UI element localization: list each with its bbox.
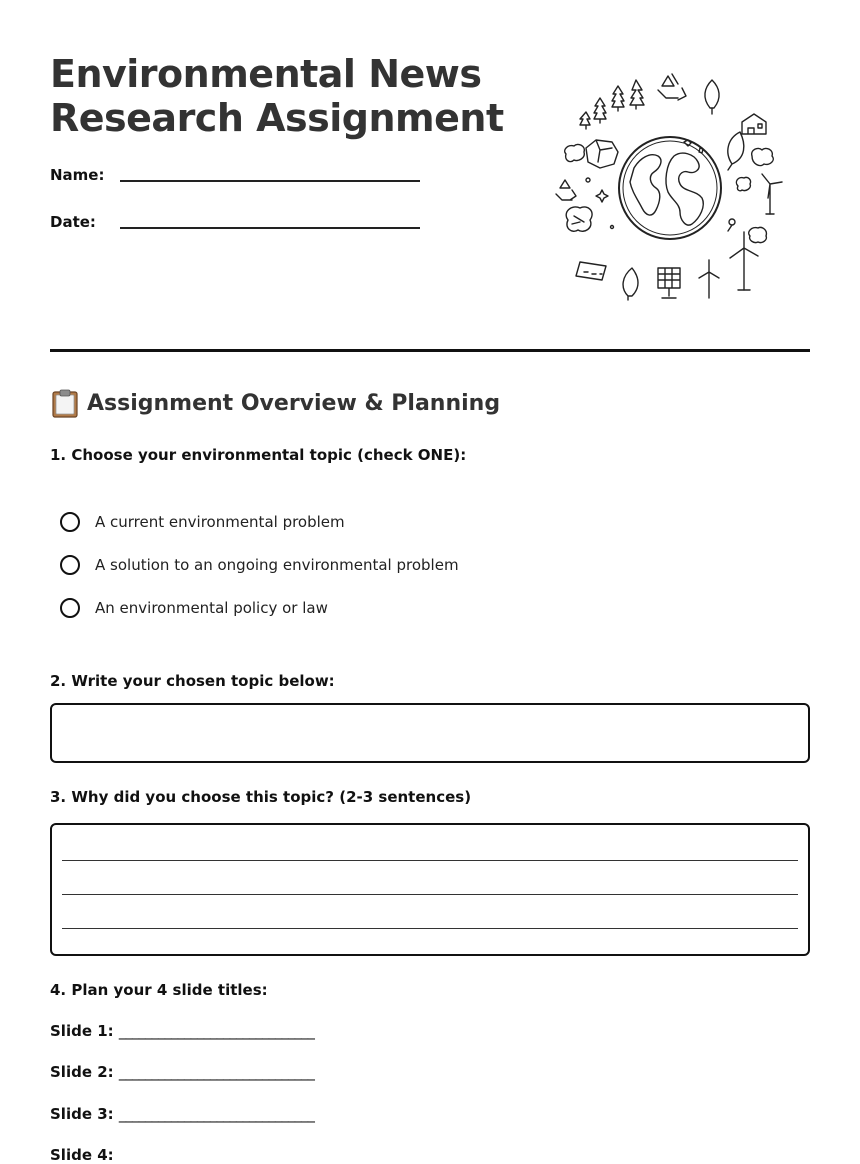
slide-label: Slide 1: [50,1022,114,1040]
writing-line [62,860,798,861]
option-label: An environmental policy or law [95,599,328,617]
title-line-1: Environmental News [50,52,482,96]
option-label: A solution to an ongoing environmental problem [95,556,459,574]
slide-1-row[interactable] [50,1022,314,1040]
question-1-label: 1. Choose your environmental topic (check ONE): [50,446,467,464]
slide-label: Slide 3: [50,1105,114,1123]
reason-writing-box[interactable] [50,823,810,956]
option-current-problem[interactable] [60,512,345,532]
date-input-line[interactable] [120,227,420,229]
date-field [50,213,420,231]
date-label: Date: [50,213,96,231]
slide-blank[interactable]: ______________________________ [118,1063,314,1081]
name-input-line[interactable] [120,180,420,182]
option-label: A current environmental problem [95,513,345,531]
clipboard-icon [50,388,80,418]
slide-3-row[interactable] [50,1105,314,1123]
slide-blank[interactable]: ______________________________ [118,1105,314,1123]
name-label: Name: [50,166,105,184]
question-4-label: 4. Plan your 4 slide titles: [50,981,268,999]
radio-policy-law[interactable] [60,598,80,618]
radio-solution[interactable] [60,555,80,575]
section-title: Assignment Overview & Planning [87,390,501,416]
question-3-label: 3. Why did you choose this topic? (2-3 sentences) [50,788,472,806]
option-policy-law[interactable] [60,598,328,618]
slide-2-row[interactable] [50,1063,314,1081]
title-line-2: Research Assignment [50,96,504,140]
slide-blank[interactable]: ______________________________ [118,1022,314,1040]
slide-label: Slide 2: [50,1063,114,1081]
question-2-label: 2. Write your chosen topic below: [50,672,335,690]
slide-label: Slide 4: [50,1146,114,1164]
option-solution[interactable] [60,555,459,575]
writing-line [62,928,798,929]
slide-4-row[interactable] [50,1146,114,1164]
radio-current-problem[interactable] [60,512,80,532]
header-divider [50,349,810,352]
eco-globe-illustration [552,64,792,309]
writing-line [62,894,798,895]
topic-input-box[interactable] [50,703,810,763]
page-title [50,52,510,140]
name-field [50,166,420,184]
section-heading [50,388,500,418]
